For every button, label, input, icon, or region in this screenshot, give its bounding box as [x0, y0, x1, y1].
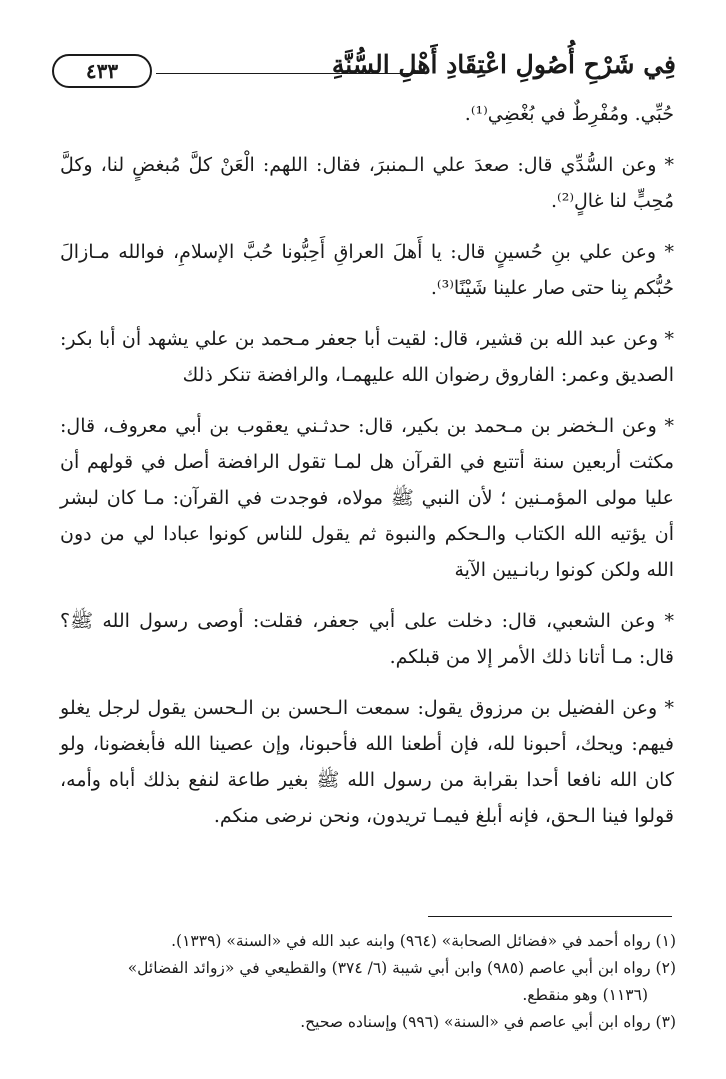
footnotes: [40, 928, 676, 1036]
paragraph-ali-bin-husain: * وعن علي بنِ حُسينٍ قال: يا أَهلَ العراقِ أَحِبُّونا حُبَّ الإسلامِ، فوالله مـازالَ حُبُّكم بِنا حتى صار علينا شَيْنًا⁽³⁾.: [60, 241, 674, 299]
main-text: [60, 96, 674, 849]
footnote-separator: [428, 916, 672, 917]
footnote-3: (٣) رواه ابن أبي عاصم في «السنة» (٩٩٦) وإسناده صحيح.: [300, 1013, 676, 1031]
book-title: فِي شَرْحِ أُصُولِ اعْتِقَادِ أَهْلِ السُّنَّةِ: [331, 50, 676, 79]
page-number: ٤٣٣: [52, 54, 152, 88]
paragraph-continuation: حُبِّي. ومُفْرِطٌ في بُغْضِي⁽¹⁾.: [464, 103, 674, 125]
footnote-2: (٢) رواه ابن أبي عاصم (٩٨٥) وابن أبي شيبة (٦/ ٣٧٤) والقطيعي في «زوائد الفضائل»: [127, 959, 676, 977]
page-header: [52, 48, 676, 96]
paragraph-abdullah-bin-qushair: * وعن عبد الله بن قشير، قال: لقيت أبا جعفر مـحمد بن علي يشهد أن أبا بكر: الصديق وعمر: الفاروق رضوان الله عليهمـا، والرافضة تنكر ذلك: [60, 328, 674, 386]
footnote-2-continuation: (١١٣٦) وهو منقطع.: [522, 986, 648, 1004]
header-rule: [156, 73, 424, 74]
paragraph-khidr-bin-muhammad: * وعن الـخضر بن مـحمد بن بكير، قال: حدثـني يعقوب بن أبي معروف، قال: مكثت أربعين سنة أتتبع في القرآن هل لمـا تقول الرافضة أصل في قولهم أن عليا مولى المؤمـنين ؛ لأن النبي ﷺ مولاه، فوجدت في القرآن: مـا كان لبشر أن يؤتيه الله الكتاب والـحكم والنبوة ثم يقول للناس كونوا عبادا لي من دون الله ولكن كونوا ربانـيين الآية: [60, 415, 674, 581]
footnote-1: (١) رواه أحمد في «فضائل الصحابة» (٩٦٤) وابنه عبد الله في «السنة» (١٣٣٩).: [171, 932, 676, 950]
paragraph-shabi: * وعن الشعبي، قال: دخلت على أبي جعفر، فقلت: أوصى رسول الله ﷺ؟ قال: مـا أتانا ذلك الأمر إلا من قبلكم.: [60, 610, 674, 668]
paragraph-fudail-bin-marzuq: * وعن الفضيل بن مرزوق يقول: سمعت الـحسن بن الـحسن يقول لرجل يغلو فيهم: ويحك، أحبونا لله، فإن أطعنا الله فأحبونا، وإن عصينا الله فأبغضونا، ولو كان الله نافعا أحدا بقرابة من رسول الله ﷺ بغير طاعة لنفع بذلك أباه وأمه، قولوا فينا الـحق، فإنه أبلغ فيمـا تريدون، ونحن نرضى منكم.: [60, 697, 674, 827]
paragraph-suddi: * وعن السُّدِّي قال: صعدَ علي الـمنبرَ، فقال: اللهم: الْعَنْ كلَّ مُبغضٍ لنا، وكلَّ مُحِبٍّ لنا غالٍ⁽²⁾.: [60, 154, 674, 212]
